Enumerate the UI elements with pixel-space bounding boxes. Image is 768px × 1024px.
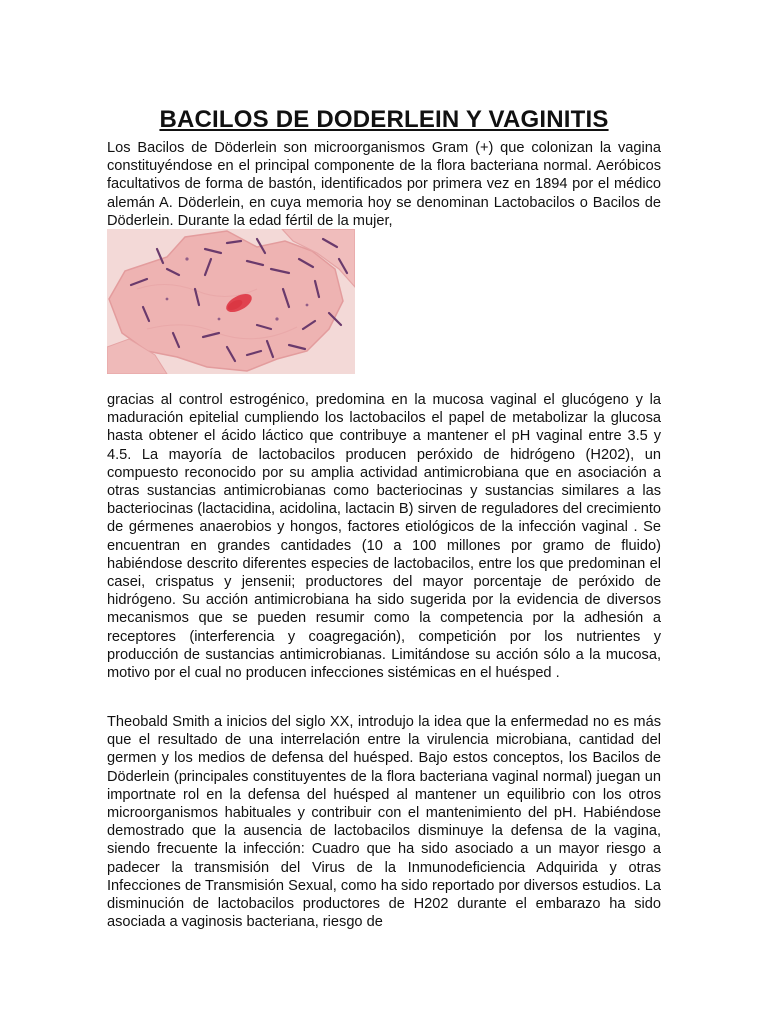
micrograph-illustration [107,229,355,374]
document-title: BACILOS DE DODERLEIN Y VAGINITIS [159,106,609,134]
paragraph-theobald-smith: Theobald Smith a inicios del siglo XX, introdujo la idea que la enfermedad no es más que el resultado de una interrelación entre la virulencia microbiana, cantidad del germen y los medios de defensa del huésped. Bajo estos conceptos, los Bacilos de Döderlein (principales constituyentes de la flora bacteriana vaginal normal) juegan un importnate rol en la defensa del huésped al mantener un equilibrio con los otros microorganismos habituales y contribuir con el mantenimiento del pH. Habiéndose demostrado que la ausencia de lactobacilos disminuye la defensa de la vagina, siendo frecuente la infección: Cuadro que ha sido asociado a un mayor riesgo a padecer la transmisión del Virus de la Inmunodeficiencia Adquirida y otras Infecciones de Transmisión Sexual, como ha sido reportado por diversos estudios. La disminución de lactobacilos productores de H202 durante el embarazo ha sido asociada a vaginosis bacteriana, riesgo de [107,714,661,931]
paragraph-estrogenic-control: gracias al control estrogénico, predomina en la mucosa vaginal el glucógeno y la maduración epitelial cumpliendo los lactobacilos el papel de metabolizar la glucosa hasta obtener el ácido láctico que contribuye a mantener el pH vaginal entre 3.5 y 4.5. La mayoría de lactobacilos producen peróxido de hidrógeno (H202), un compuesto reconocido por su amplia actividad antimicrobiana que en asociación a otras sustancias antimicrobianas como bacteriocinas y sustancias similares a las bacteriocinas (lactacidina, acidolina, lactacin B) sirven de reguladores del crecimiento de gérmenes anaerobios y hongos, factores etiológicos de la infección vaginal . Se encuentran en grandes cantidades (10 a 100 millones por gramo de fluido) habiéndose descrito diferentes especies de lactobacilos, entre los que predominan el casei, crispatus y jensenii; productores del mayor porcentaje de peróxido de hidrógeno. Su acción antimicrobiana ha sido sugerida por la evidencia de diversos mecanismos que se pueden resumir como la competencia por la adhesión a receptores (interferencia y coagregación), competición por los nutrientes y producción de sustancias antimicrobianas. Limitándose su acción sólo a la mucosa, motivo por el cual no producen infecciones sistémicas en el huésped . [107,392,661,682]
paragraph-intro: Los Bacilos de Döderlein son microorganismos Gram (+) que colonizan la vagina constituyéndose en el principal componente de la flora bacteriana normal. Aeróbicos facultativos de forma de bastón, identificados por primera vez en 1894 por el médico alemán A. Döderlein, en cuya memoria hoy se denominan Lactobacilos o Bacilos de Döderlein. Durante la edad fértil de la mujer, [107,140,661,229]
micrograph-image [107,229,355,374]
